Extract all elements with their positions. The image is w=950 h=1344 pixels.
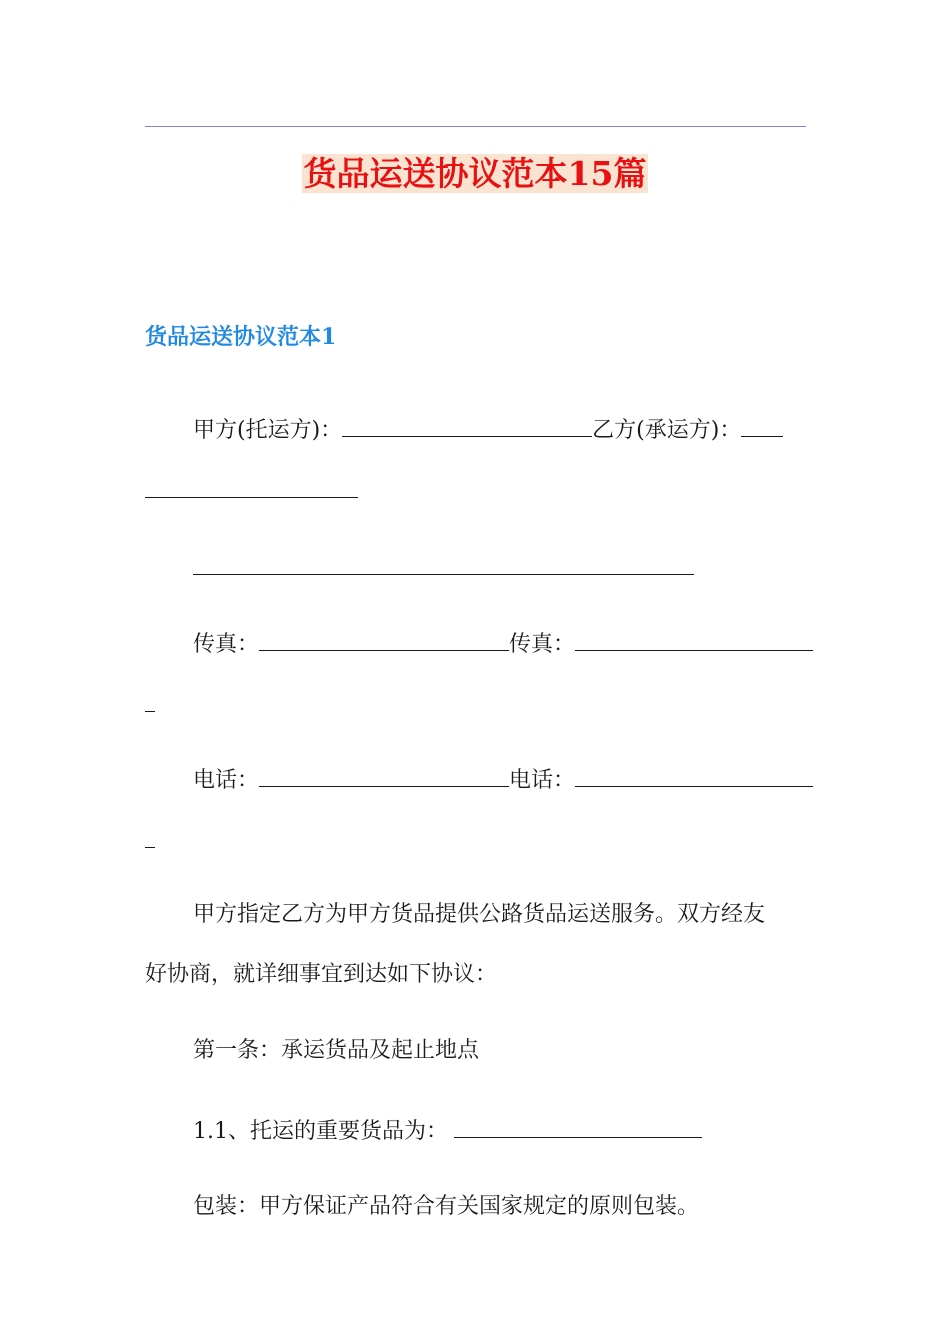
phone-label-a: 电话： xyxy=(193,768,260,793)
address-blank[interactable] xyxy=(193,574,694,575)
article-1-title: 第一条：承运货品及起止地点 xyxy=(193,1038,480,1063)
fax-label-a: 传真： xyxy=(193,632,260,657)
section-heading: 货品运送协议范本1 xyxy=(145,324,337,350)
phone-label-b: 电话： xyxy=(509,768,576,793)
clause-1-1-blank[interactable] xyxy=(454,1113,702,1138)
clause-1-1-label: 1.1、托运的重要货品为： xyxy=(193,1119,448,1144)
party-b-blank[interactable] xyxy=(741,412,783,437)
party-a-blank[interactable] xyxy=(342,412,592,437)
phone-b-blank-continued[interactable] xyxy=(145,847,155,848)
packaging-paragraph: 包装：甲方保证产品符合有关国家规定的原则包装。 xyxy=(193,1194,700,1219)
header-rule xyxy=(145,126,806,127)
fax-b-blank[interactable] xyxy=(575,626,813,651)
party-b-label: 乙方(承运方)： xyxy=(592,418,742,443)
fax-b-blank-continued[interactable] xyxy=(145,711,155,712)
fax-label-b: 传真： xyxy=(509,632,576,657)
fax-a-blank[interactable] xyxy=(259,626,509,651)
party-line xyxy=(193,412,783,448)
phone-line xyxy=(193,762,813,798)
phone-a-blank[interactable] xyxy=(259,762,509,787)
phone-b-blank[interactable] xyxy=(575,762,813,787)
document-title xyxy=(0,150,950,198)
party-b-blank-continued[interactable] xyxy=(145,497,358,498)
document-title-text: 货品运送协议范本15篇 xyxy=(303,154,647,193)
intro-paragraph-line-2: 好协商，就详细事宜到达如下协议： xyxy=(145,962,498,987)
intro-paragraph-line-1: 甲方指定乙方为甲方货品提供公路货品运送服务。双方经友 xyxy=(193,902,766,927)
fax-line xyxy=(193,626,813,662)
party-a-label: 甲方(托运方)： xyxy=(193,418,343,443)
clause-1-1-line xyxy=(193,1113,702,1149)
